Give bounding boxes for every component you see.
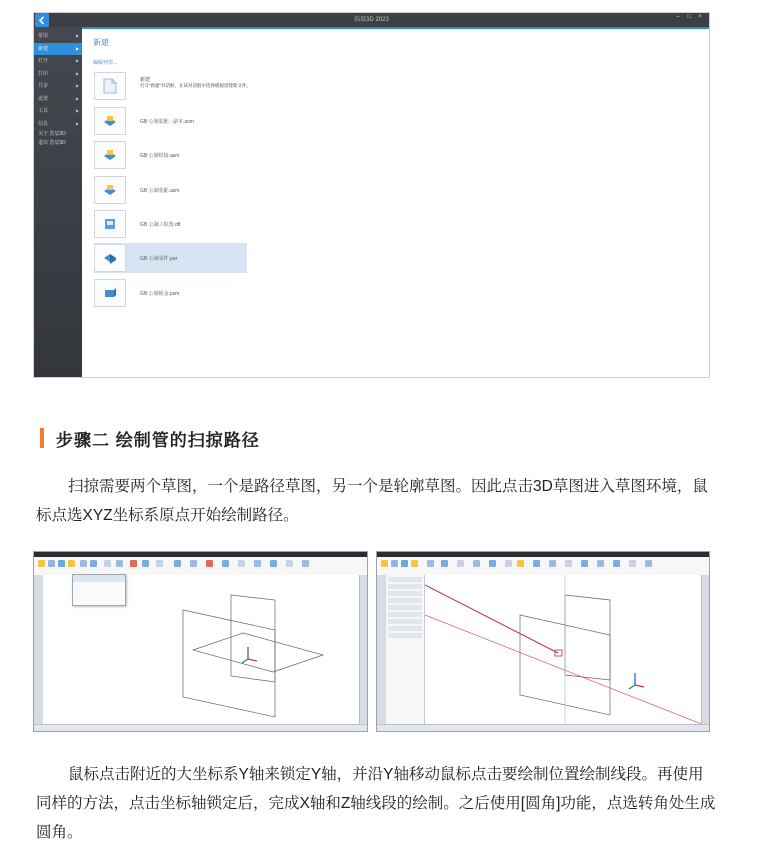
sidebar-item-label: 打开 [38,58,49,64]
template-sheetmetal[interactable] [94,278,247,308]
assembly-icon [94,176,126,204]
chevron-right-icon: ▶ [75,95,79,101]
template-name: GB 公制工程图.dft [140,222,181,228]
template-assembly[interactable] [94,175,247,205]
accent-line [82,27,709,29]
paragraph-1: 扫掠需要两个草图，一个是路径草图，另一个是轮廓草图。因此点击3D草图进入草图环境，鼠标点选XYZ坐标系原点开始绘制路径。 [36,478,708,524]
backstage-sidebar [34,27,82,377]
sidebar-item-settings[interactable] [34,93,82,106]
weldment-icon [94,141,126,169]
step-heading [40,427,260,449]
cad-screenshot-menu [33,551,368,732]
sketch-dropdown-menu[interactable] [72,574,126,606]
edit-list-link[interactable]: 编辑列表... [93,60,118,66]
sidebar-item-tools[interactable] [34,105,82,118]
paragraph-2: 鼠标点击附近的大坐标系Y轴来锁定Y轴，并沿Y轴移动鼠标点击要绘制位置绘制线段。再使用同样的方法，点击坐标轴锁定后，完成X轴和Z轴线段的绘制。之后使用[圆角]功能，点选转角处生成圆角。 [36,766,716,841]
window-controls[interactable]: – □ × [676,14,705,20]
template-name: 新建 [140,77,151,83]
sidebar-item-print[interactable] [34,68,82,81]
chevron-right-icon: ▶ [75,33,79,38]
cad-ribbon [377,557,709,576]
sidebar-item-label: 退出 浩辰3D [38,140,66,146]
template-name: GB 公制零件.par [140,256,178,262]
sidebar-item-new[interactable] [34,43,82,56]
path-finder-panel[interactable] [386,575,425,725]
template-name: GB 公制焊接.asm [140,153,180,159]
backstage-screenshot [33,12,710,378]
pane-title: 新建 [93,38,109,47]
sidebar-item-label: 设置 [38,95,49,102]
sidebar-item-label: 共享 [38,83,49,89]
assembly-icon [94,107,126,135]
sidebar-item-common[interactable] [34,30,82,43]
chevron-right-icon: ▶ [75,45,79,51]
sidebar-item-label: 信息 [38,120,49,127]
cad-status-bar [34,724,367,731]
step-heading-text: 步骤二 绘制管的扫掠路径 [56,430,260,450]
chevron-right-icon: ▶ [75,70,79,76]
cad-status-bar [377,724,709,731]
template-desc: 打开“新建”对话框，在该对话框中选择模板创建新文件。 [140,83,251,88]
template-name: GB 公制装配.asm [140,188,180,194]
sidebar-item-info[interactable] [34,118,82,131]
sidebar-item-label: 工具 [38,108,49,114]
sidebar-item-exit[interactable] [34,139,82,148]
drawing-icon [94,210,126,238]
sidebar-item-label: 打印 [38,70,49,77]
template-weldment[interactable] [94,140,247,170]
chevron-right-icon: ▶ [75,83,79,88]
sheet-metal-icon [94,279,126,307]
part-icon [94,244,126,272]
template-asm-copy[interactable] [94,106,247,136]
sidebar-item-label: 关于 浩辰3D [38,131,66,137]
blank-document-icon [94,72,126,100]
sidebar-item-label: 常用 [38,33,49,39]
template-name: GB 公制装配 - 副本.asm [140,119,194,125]
sidebar-item-about[interactable] [34,130,82,139]
template-drawing[interactable] [94,209,247,239]
back-arrow-icon [38,16,46,25]
sidebar-item-label: 新建 [38,45,49,52]
chevron-right-icon: ▶ [75,108,79,113]
sidebar-item-share[interactable] [34,80,82,93]
back-button[interactable] [35,13,49,27]
template-name: GB 公制钣金.psm [140,291,180,297]
template-part[interactable] [94,243,247,273]
title-bar [34,13,709,27]
heading-accent-bar [40,428,44,448]
chevron-right-icon: ▶ [75,58,79,63]
chevron-right-icon: ▶ [75,120,79,126]
cad-viewport[interactable] [425,575,702,725]
window-title: 浩辰3D 2023 [354,17,389,23]
cad-screenshot-path [376,551,710,732]
template-new[interactable] [94,71,251,101]
sidebar-item-open[interactable] [34,55,82,68]
sweep-path-drawing [425,575,704,727]
